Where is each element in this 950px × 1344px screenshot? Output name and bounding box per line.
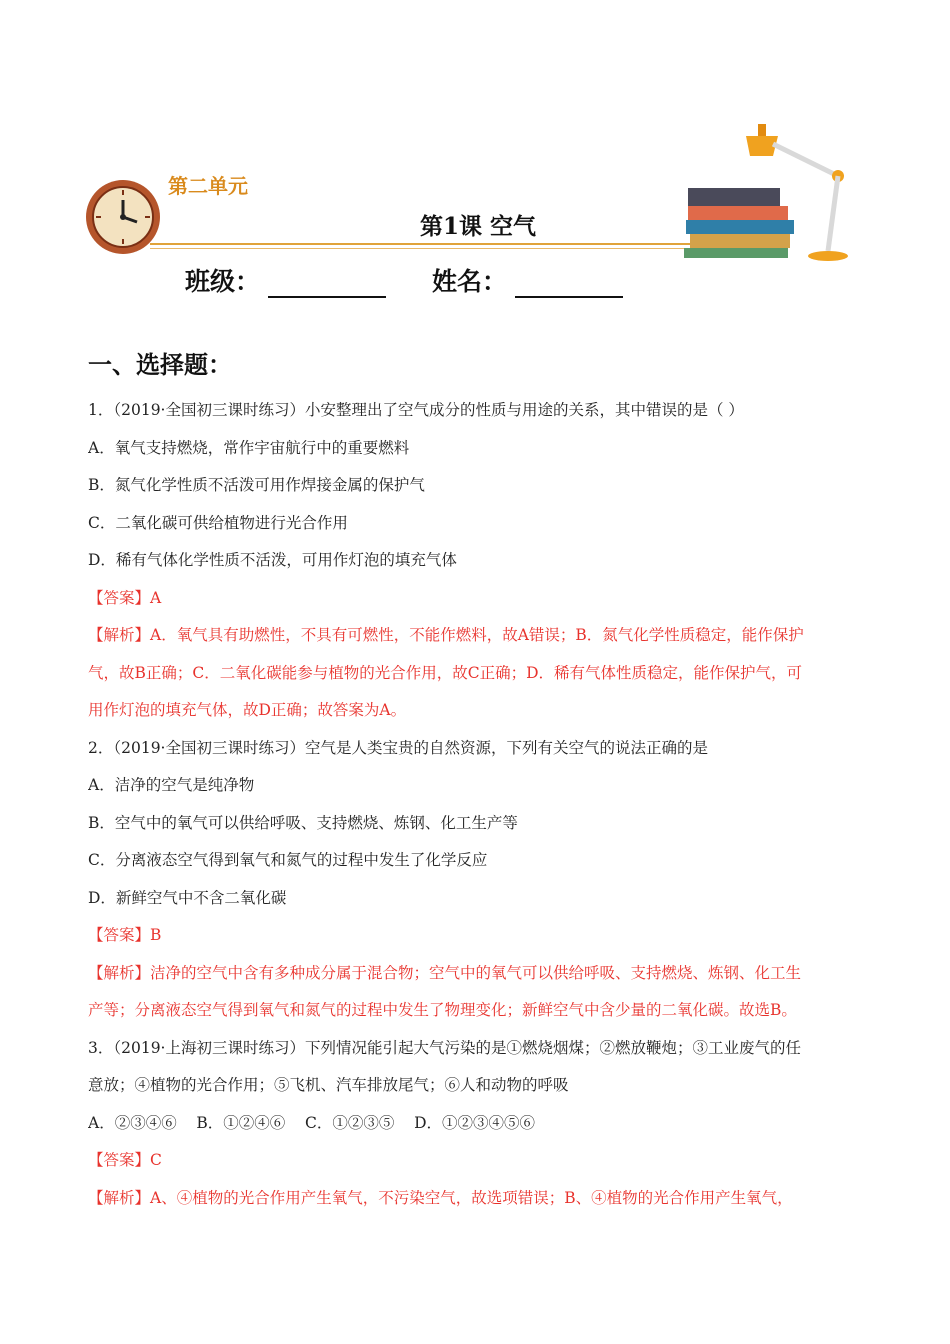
analysis-tag: 【解析】	[88, 626, 151, 644]
analysis-text: A．氧气具有助燃性，不具有可燃性，不能作燃料，故A错误；B．氮气化学性质稳定，能作保护	[150, 626, 804, 644]
analysis-tag: 【解析】	[88, 963, 151, 982]
question-stem: 2．（2019·全国初三课时练习）空气是人类宝贵的自然资源，下列有关空气的说法正确的是	[88, 738, 708, 757]
option: A．氧气支持燃烧，常作宇宙航行中的重要燃料	[88, 438, 410, 457]
answer-value: A	[150, 588, 162, 607]
question-stem: 1．（2019·全国初三课时练习）小安整理出了空气成分的性质与用途的关系，其中错误的是（ ）	[88, 401, 744, 419]
answer-tag: 【答案】	[88, 588, 151, 607]
page-header	[0, 0, 950, 310]
option: D．新鲜空气中不含二氧化碳	[88, 888, 287, 907]
option: A．洁净的空气是纯净物	[88, 776, 255, 794]
option: B．氮气化学性质不活泼可用作焊接金属的保护气	[88, 476, 425, 494]
header-divider-thin	[150, 248, 710, 249]
section-title: 一、选择题：	[88, 351, 232, 379]
analysis-line	[88, 1180, 868, 1218]
question-stem: 意放；④植物的光合作用；⑤飞机、汽车排放尾气；⑥人和动物的呼吸	[88, 1076, 569, 1094]
name-label: 姓名：	[432, 267, 508, 296]
option: C．二氧化碳可供给植物进行光合作用	[88, 513, 348, 532]
books-lamp-icon	[678, 116, 878, 266]
question-stem: 3．（2019·上海初三课时练习）下列情况能引起大气污染的是①燃烧烟煤；②燃放鞭炮；③工业废气的任	[88, 1038, 801, 1057]
analysis-text: A、④植物的光合作用产生氧气，不污染空气，故选项错误；B、④植物的光合作用产生氧气，	[150, 1188, 793, 1207]
class-label: 班级：	[185, 267, 261, 296]
answer-line	[88, 580, 868, 618]
answer-value: B	[150, 926, 162, 944]
answer-line	[88, 917, 868, 955]
name-field	[432, 262, 623, 298]
analysis-line	[88, 617, 868, 655]
class-field	[185, 262, 386, 298]
class-blank[interactable]	[268, 272, 386, 298]
unit-label: 第二单元	[168, 174, 248, 198]
analysis-text: 洁净的空气中含有多种成分属于混合物；空气中的氧气可以供给呼吸、支持燃烧、炼钢、化工生	[150, 963, 802, 982]
option: B．空气中的氧气可以供给呼吸、支持燃烧、炼钢、化工生产等	[88, 813, 518, 832]
name-blank[interactable]	[515, 272, 623, 298]
lesson-title: 第1课 空气	[420, 213, 537, 240]
analysis-tag: 【解析】	[88, 1188, 151, 1207]
analysis-line: 用作灯泡的填充气体，故D正确；故答案为A。	[88, 701, 407, 719]
header-divider	[150, 243, 710, 245]
answer-value: C	[150, 1151, 162, 1169]
analysis-line: 产等；分离液态空气得到氧气和氮气的过程中发生了物理变化；新鲜空气中含少量的二氧化碳。故选B。	[88, 1001, 797, 1019]
analysis-line: 气，故B正确；C．二氧化碳能参与植物的光合作用，故C正确；D．稀有气体性质稳定，能作保护气，可	[88, 663, 803, 682]
option: D．稀有气体化学性质不活泼，可用作灯泡的填充气体	[88, 551, 457, 569]
question-list	[88, 392, 868, 1217]
analysis-line	[88, 955, 868, 993]
answer-line	[88, 1142, 868, 1180]
option: C．分离液态空气得到氧气和氮气的过程中发生了化学反应	[88, 851, 488, 869]
option: A．②③④⑥ B．①②④⑥ C．①②③⑤ D．①②③④⑤⑥	[88, 1113, 535, 1132]
answer-tag: 【答案】	[88, 1151, 151, 1169]
answer-tag: 【答案】	[88, 926, 151, 944]
